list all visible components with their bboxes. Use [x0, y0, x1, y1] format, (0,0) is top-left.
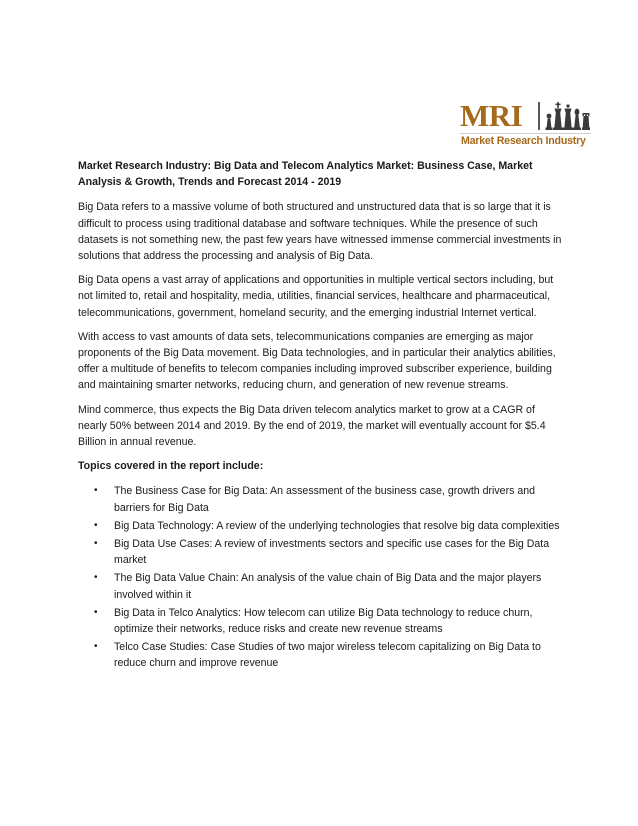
bullet-icon: •: [94, 519, 98, 531]
bullet-icon: •: [94, 641, 98, 653]
list-item-text: Big Data in Telco Analytics: How telecom can utilize Big Data technology to reduce churn, optimize their networks, reduce risks and create new revenue streams: [114, 606, 533, 636]
list-item: [78, 570, 564, 602]
paragraph-applications: Big Data opens a vast array of applications and opportunities in multiple vertical sectors including, but not limited to, retail and hospitality, media, utilities, financial services, healthcare and pharmaceutical, telecommunications, government, homeland security, and the emerging industrial Internet vertical.: [78, 274, 554, 319]
topics-list: [78, 483, 564, 671]
list-item-text: The Business Case for Big Data: An assessment of the business case, growth drivers and barriers for Big Data: [114, 485, 536, 514]
mri-logo: [460, 100, 592, 150]
list-item: [78, 536, 564, 568]
document-body: [78, 158, 564, 674]
paragraph-telecom: With access to vast amounts of data sets, telecommunications companies are emerging as major proponents of the Big Data movement. Big Data technologies, and in particular their analytics abilities, offer a multitude of benefits to telecom companies including improved subscriber experience, building and maintaining smarter networks, reducing churn, and generation of new revenue streams.: [78, 330, 556, 392]
logo-wordmark: MRI: [460, 98, 523, 133]
list-item-text: The Big Data Value Chain: An analysis of the value chain of Big Data and the major players involved within it: [114, 572, 542, 601]
bullet-icon: •: [94, 572, 98, 584]
list-item: [78, 605, 564, 637]
logo-rule: [460, 133, 591, 134]
list-item-text: Big Data Technology: A review of the underlying technologies that resolve big data complexities: [114, 519, 560, 532]
chess-pieces-icon: [544, 100, 590, 132]
list-item: [78, 518, 564, 534]
list-item: [78, 483, 564, 515]
list-item-text: Big Data Use Cases: A review of investments sectors and specific use cases for the Big Data market: [114, 538, 550, 567]
document-title: Market Research Industry: Big Data and Telecom Analytics Market: Business Case, Market Analysis & Growth, Trends and Forecast 2014 - 2019: [78, 160, 533, 189]
bullet-icon: •: [94, 538, 98, 550]
logo-divider: [538, 102, 540, 130]
topics-heading: Topics covered in the report include:: [78, 460, 264, 473]
bullet-icon: •: [94, 606, 98, 618]
logo-tagline: Market Research Industry: [461, 135, 586, 147]
bullet-icon: •: [94, 485, 98, 497]
list-item-text: Telco Case Studies: Case Studies of two major wireless telecom capitalizing on Big Data to reduce churn and improve revenue: [114, 641, 541, 670]
paragraph-definition: Big Data refers to a massive volume of both structured and unstructured data that is so large that it is difficult to process using traditional database and software techniques. While the presence of such datasets is not something new, the past few years have witnessed immense commercial investments in solutions that address the processing and analysis of Big Data.: [78, 201, 562, 263]
paragraph-forecast: Mind commerce, thus expects the Big Data driven telecom analytics market to grow at a CAGR of nearly 50% between 2014 and 2019. By the end of 2019, the market will eventually account for $5.4 Billion in annual revenue.: [78, 403, 546, 449]
list-item: [78, 639, 564, 671]
